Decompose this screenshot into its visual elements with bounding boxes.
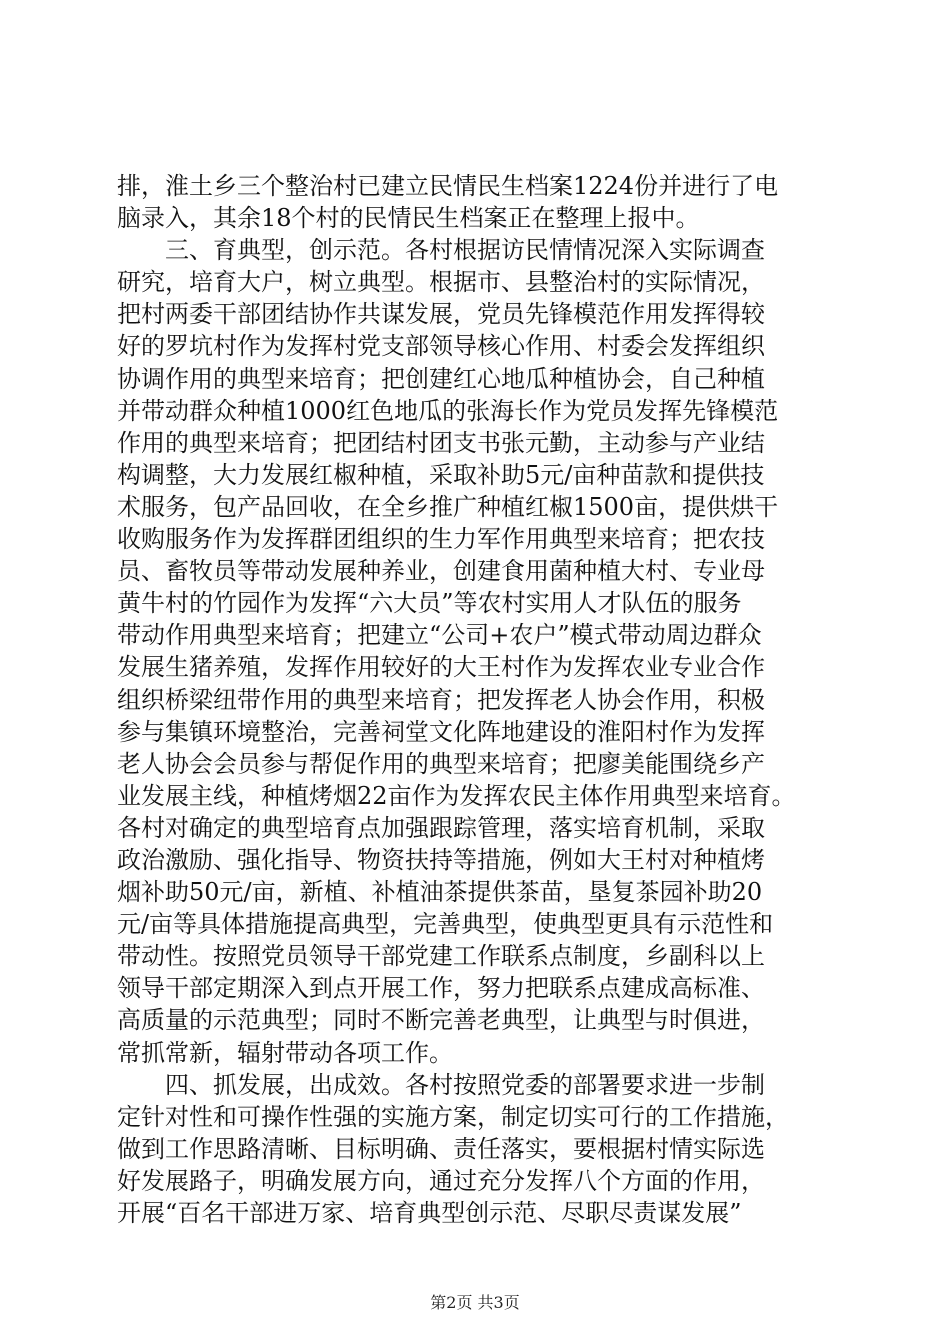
text-line: 业发展主线，种植烤烟22亩作为发挥农民主体作用典型来培育。 [117,781,796,810]
text-line: 各村对确定的典型培育点加强跟踪管理，落实培育机制，采取 [117,813,765,842]
text-line: 政治激励、强化指导、物资扶持等措施，例如大王村对种植烤 [117,845,765,874]
text-line: 员、畜牧员等带动发展种养业，创建食用菌种植大村、专业母 [117,557,765,586]
text-line: 构调整，大力发展红椒种植，采取补助5元/亩种苗款和提供技 [117,460,765,489]
text-line: 并带动群众种植1000红色地瓜的张海长作为党员发挥先锋模范 [117,396,779,425]
text-line: 好的罗坑村作为发挥村党支部领导核心作用、村委会发挥组织 [117,332,765,361]
text-line: 黄牛村的竹园作为发挥“六大员”等农村实用人才队伍的服务 [117,589,742,618]
text-line: 组织桥梁纽带作用的典型来培育；把发挥老人协会作用，积极 [117,685,765,714]
text-line: 把村两委干部团结协作共谋发展，党员先锋模范作用发挥得较 [117,300,765,329]
text-line: 老人协会会员参与帮促作用的典型来培育；把廖美能围绕乡产 [117,749,765,778]
text-line: 排，淮土乡三个整治村已建立民情民生档案1224份并进行了电 [117,172,779,200]
text-line: 带动性。按照党员领导干部党建工作联系点制度，乡副科以上 [117,942,765,971]
text-line: 开展“百名干部进万家、培育典型创示范、尽职尽责谋发展” [117,1199,742,1227]
text-line: 脑录入，其余18个村的民情民生档案正在整理上报中。 [117,204,700,233]
text-line: 三、育典型，创示范。各村根据访民情情况深入实际调查 [117,236,765,265]
text-line: 元/亩等具体措施提高典型，完善典型，使典型更具有示范性和 [117,910,774,939]
text-line: 参与集镇环境整治，完善祠堂文化阵地建设的淮阳村作为发挥 [117,717,765,746]
text-line: 常抓常新，辐射带动各项工作。 [117,1038,453,1067]
text-line: 术服务，包产品回收，在全乡推广种植红椒1500亩，提供烘干 [117,492,779,521]
text-line: 作用的典型来培育；把团结村团支书张元勤，主动参与产业结 [117,428,765,457]
text-line: 带动作用典型来培育；把建立“公司+农户”模式带动周边群众 [117,621,762,650]
page-footer: 第2页 共3页 [430,1293,520,1312]
text-line: 四、抓发展，出成效。各村按照党委的部署要求进一步制 [117,1070,765,1099]
text-line: 好发展路子，明确发展方向，通过充分发挥八个方面的作用， [117,1166,765,1195]
text-line: 高质量的示范典型；同时不断完善老典型，让典型与时俱进， [117,1006,765,1035]
text-line: 烟补助50元/亩，新植、补植油茶提供茶苗，垦复茶园补助20 [117,878,763,907]
body-text [117,170,837,1229]
text-line: 定针对性和可操作性强的实施方案，制定切实可行的工作措施， [117,1102,789,1131]
text-line: 协调作用的典型来培育；把创建红心地瓜种植协会，自己种植 [117,364,765,393]
text-line: 做到工作思路清晰、目标明确、责任落实，要根据村情实际选 [117,1134,765,1163]
text-line: 领导干部定期深入到点开展工作，努力把联系点建成高标准、 [117,974,765,1003]
text-line: 收购服务作为发挥群团组织的生力军作用典型来培育；把农技 [117,525,765,554]
text-line: 发展生猪养殖，发挥作用较好的大王村作为发挥农业专业合作 [117,653,765,682]
text-line: 研究，培育大户，树立典型。根据市、县整治村的实际情况， [117,268,765,297]
